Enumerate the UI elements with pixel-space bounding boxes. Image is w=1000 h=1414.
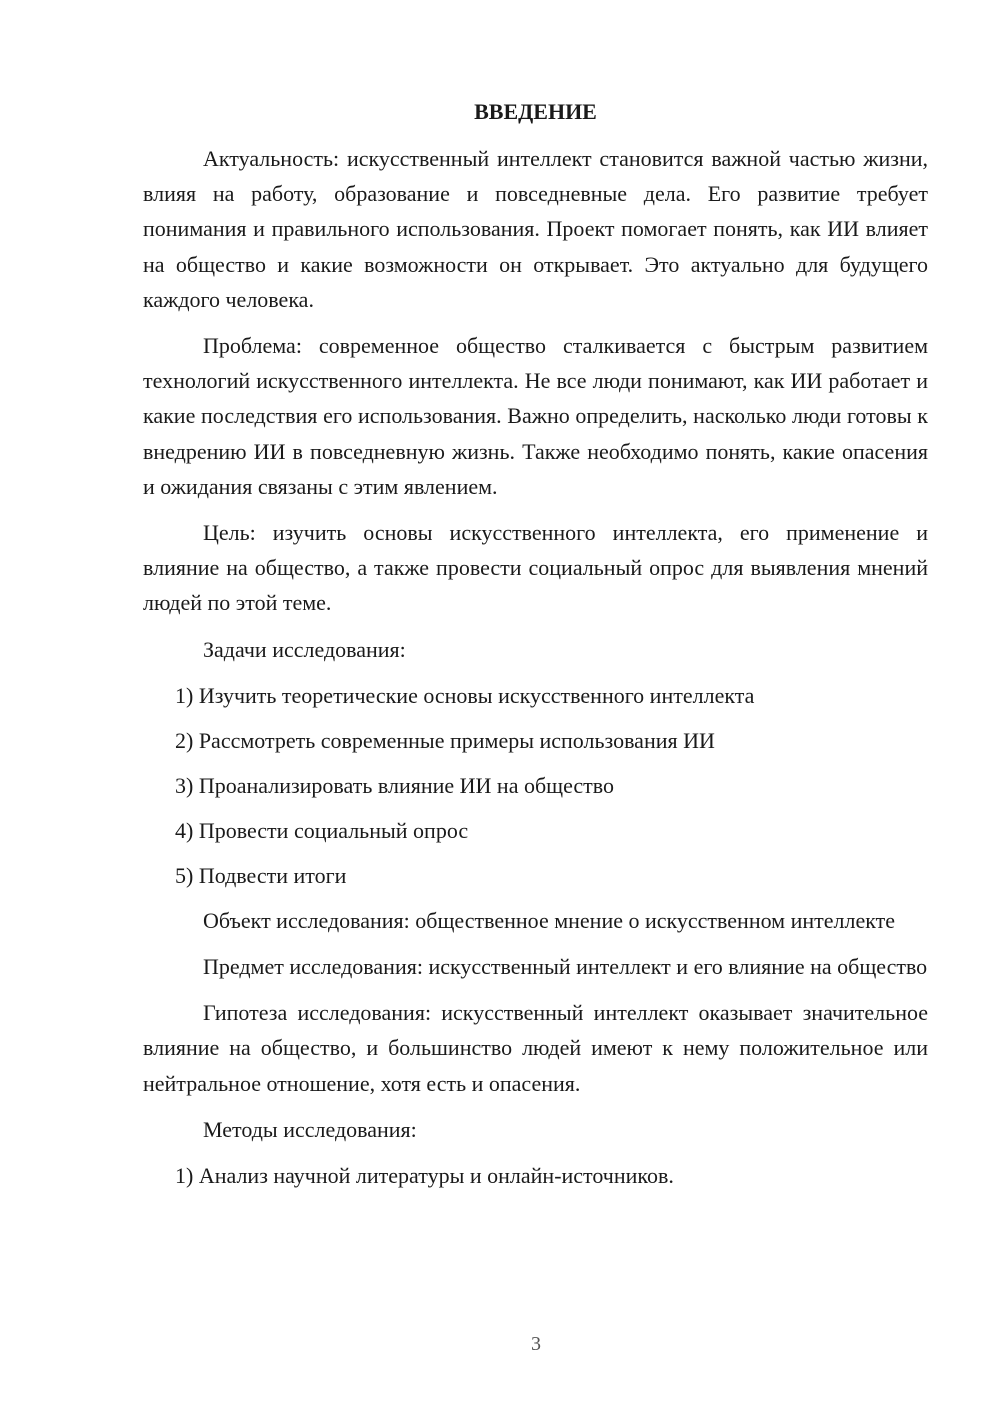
relevance-paragraph: Актуальность: искусственный интеллект становится важной частью жизни, влияя на работу, образование и повседневные дела. Его развитие требует понимания и правильного использования. Проект помогает понять, как ИИ влияет на общество и какие возможности он открывает. Это актуально для будущего каждого человека. xyxy=(143,146,928,312)
subject-paragraph: Предмет исследования: искусственный интеллект и его влияние на общество xyxy=(203,954,928,980)
method-item: 1) Анализ научной литературы и онлайн-источников. xyxy=(175,1163,674,1189)
task-item: 3) Проанализировать влияние ИИ на общество xyxy=(175,772,615,798)
goal-paragraph: Цель: изучить основы искусственного интеллекта, его применение и влияние на общество, а также провести социальный опрос для выявления мнений людей по этой теме. xyxy=(143,520,928,616)
hypothesis-paragraph: Гипотеза исследования: искусственный интеллект оказывает значительное влияние на общество, и большинство людей имеют к нему положительное или нейтральное отношение, хотя есть и опасения. xyxy=(143,1000,928,1096)
page-number: 3 xyxy=(531,1333,541,1355)
task-item: 1) Изучить теоретические основы искусственного интеллекта xyxy=(175,682,755,708)
task-item: 2) Рассмотреть современные примеры использования ИИ xyxy=(175,727,715,753)
methods-heading: Методы исследования: xyxy=(203,1116,417,1142)
object-paragraph: Объект исследования: общественное мнение о искусственном интеллекте xyxy=(203,907,896,933)
document-page xyxy=(143,94,928,1203)
tasks-heading: Задачи исследования: xyxy=(203,636,406,662)
task-item: 4) Провести социальный опрос xyxy=(175,817,469,843)
problem-paragraph: Проблема: современное общество сталкивается с быстрым развитием технологий искусственного интеллекта. Не все люди понимают, как ИИ работает и какие последствия его использования. Важно определить, насколько люди готовы к внедрению ИИ в повседневную жизнь. Также необходимо понять, какие опасения и ожидания связаны с этим явлением. xyxy=(143,333,928,499)
task-item: 5) Подвести итоги xyxy=(175,862,347,888)
section-title: ВВЕДЕНИЕ xyxy=(474,99,597,124)
